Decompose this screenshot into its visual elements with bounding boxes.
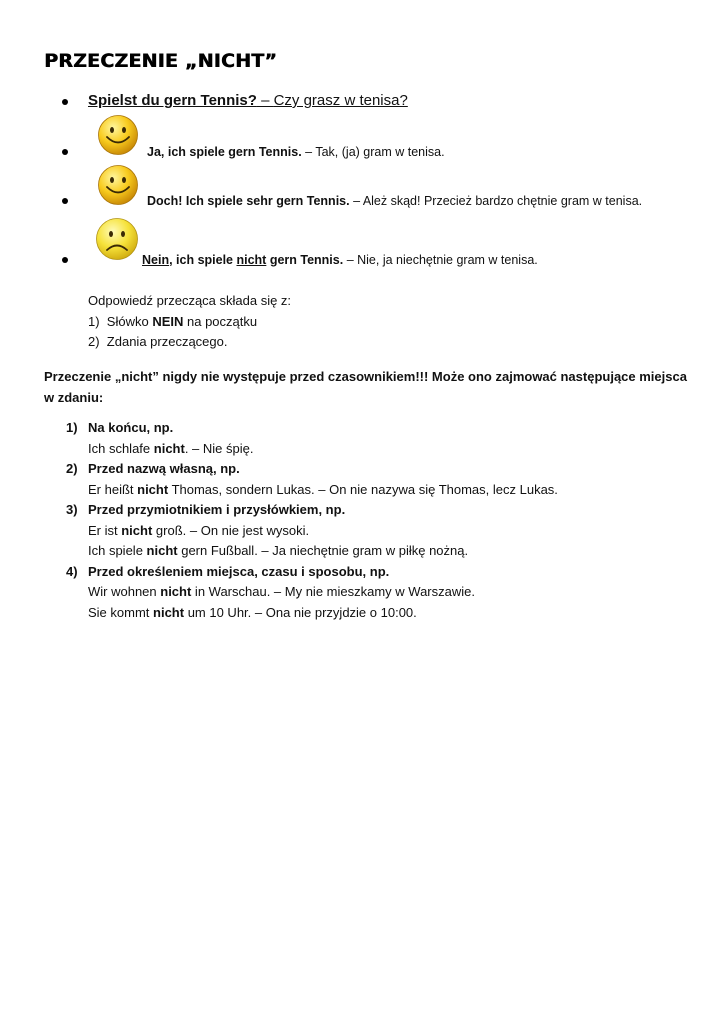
ex-nicht: nicht bbox=[146, 543, 178, 558]
example-line bbox=[88, 543, 468, 558]
question-sep: – bbox=[256, 92, 274, 109]
ex-nicht: nicht bbox=[153, 441, 185, 456]
rule-paragraph: Przeczenie „nicht” nigdy nie występuje przed czasownikiem!!! Może ono zajmować następujące miejsca w zdaniu: bbox=[44, 369, 687, 405]
bullet bbox=[62, 149, 68, 155]
bullet-dot bbox=[62, 198, 68, 204]
ex-a: Wir wohnen bbox=[88, 584, 161, 599]
item-bold: NEIN bbox=[152, 314, 184, 329]
question-line bbox=[88, 92, 408, 109]
bullet bbox=[62, 257, 68, 263]
answer-2 bbox=[147, 194, 642, 208]
question-pl: Czy grasz w tenisa? bbox=[273, 92, 408, 109]
example-line bbox=[88, 584, 475, 599]
composition-intro: Odpowiedź przecząca składa się z: bbox=[88, 293, 292, 308]
item-text: Zdania przeczącego. bbox=[106, 334, 228, 349]
ex-a: Ich schlafe bbox=[88, 441, 154, 456]
answer-2-de: Doch! Ich spiele sehr gern Tennis. bbox=[147, 194, 350, 208]
position-head: Przed określeniem miejsca, czasu i sposobu, np. bbox=[88, 564, 390, 579]
ex-c: in Warschau. – My nie mieszkamy w Warszawie. bbox=[191, 584, 475, 599]
position-num: 3) bbox=[66, 502, 78, 517]
item-text-post: na początku bbox=[183, 314, 258, 329]
composition-item-1 bbox=[88, 314, 257, 329]
bullet-dot bbox=[62, 149, 68, 155]
position-head: Przed przymiotnikiem i przysłówkiem, np. bbox=[88, 502, 346, 517]
example-line bbox=[88, 441, 253, 456]
bullet-dot bbox=[62, 99, 68, 105]
position-num: 2) bbox=[66, 461, 78, 476]
bullet bbox=[62, 198, 68, 204]
answer-3 bbox=[142, 253, 538, 267]
example-line bbox=[88, 523, 309, 538]
ex-nicht: nicht bbox=[160, 584, 192, 599]
item-num: 2) bbox=[88, 334, 100, 349]
sad-face-icon bbox=[95, 217, 139, 261]
position-num: 4) bbox=[66, 564, 78, 579]
answer-3-de-d: gern Tennis. bbox=[266, 253, 344, 267]
smile-face-icon bbox=[97, 164, 139, 206]
question-de: Spielst du gern Tennis? bbox=[88, 92, 257, 109]
position-head: Przed nazwą własną, np. bbox=[88, 461, 240, 476]
position-head: Na końcu, np. bbox=[88, 420, 174, 435]
smile-face-icon bbox=[97, 114, 139, 156]
bullet bbox=[62, 99, 68, 105]
ex-c: groß. – On nie jest wysoki. bbox=[152, 523, 310, 538]
answer-1-de: Ja, ich spiele gern Tennis. bbox=[147, 145, 302, 159]
ex-a: Ich spiele bbox=[88, 543, 147, 558]
ex-nicht: nicht bbox=[153, 605, 185, 620]
ex-a: Er heißt bbox=[88, 482, 138, 497]
bullet-dot bbox=[62, 257, 68, 263]
item-num: 1) bbox=[88, 314, 100, 329]
answer-1-pl: – Tak, (ja) gram w tenisa. bbox=[301, 145, 445, 159]
item-text: Słówko bbox=[106, 314, 153, 329]
ex-c: gern Fußball. – Ja niechętnie gram w piłkę nożną. bbox=[177, 543, 469, 558]
ex-c: Thomas, sondern Lukas. – On nie nazywa się Thomas, lecz Lukas. bbox=[168, 482, 558, 497]
answer-3-nein: Nein bbox=[142, 253, 170, 267]
composition-item-2 bbox=[88, 334, 227, 349]
position-num: 1) bbox=[66, 420, 78, 435]
answer-2-pl: – Ależ skąd! Przecież bardzo chętnie gram w tenisa. bbox=[349, 194, 643, 208]
ex-a: Sie kommt bbox=[88, 605, 154, 620]
ex-nicht: nicht bbox=[121, 523, 153, 538]
ex-c: . – Nie śpię. bbox=[184, 441, 254, 456]
ex-a: Er ist bbox=[88, 523, 122, 538]
answer-3-pl: – Nie, ja niechętnie gram w tenisa. bbox=[343, 253, 538, 267]
answer-3-de-b: , ich spiele bbox=[169, 253, 237, 267]
example-line bbox=[88, 605, 417, 620]
example-line bbox=[88, 482, 558, 497]
answer-3-nicht: nicht bbox=[236, 253, 267, 267]
page-title: PRZECZENIE „NICHT” bbox=[44, 50, 277, 72]
answer-1 bbox=[147, 145, 445, 159]
ex-nicht: nicht bbox=[137, 482, 169, 497]
ex-c: um 10 Uhr. – Ona nie przyjdzie o 10:00. bbox=[184, 605, 417, 620]
